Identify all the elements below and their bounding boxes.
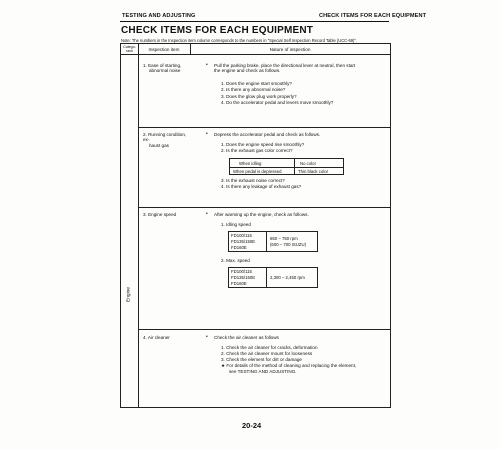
row-1-item-line1: 1. Ease of starting, <box>143 63 182 68</box>
list-item: 1. Does the engine start smoothly? <box>221 81 292 86</box>
row-4-lead <box>206 334 279 340</box>
row-1-steps <box>221 81 333 106</box>
row-3-item-line1: 3. Engine speed <box>143 212 177 217</box>
exhaust-table-cell: No color <box>300 160 317 166</box>
header-category-line1: Catego- <box>123 44 136 49</box>
max-value: 2,300 – 2,450 rpm <box>270 275 305 280</box>
row-4-item <box>143 335 191 340</box>
star-icon: ★ <box>221 363 227 368</box>
idle-models <box>231 233 255 250</box>
model-name: FD135/150E <box>231 238 256 244</box>
max-speed-label: 2. Max. speed <box>221 258 250 263</box>
row-4-item-line1: 4. Air cleaner <box>143 335 170 340</box>
list-item: 4. Is there any leakage of exhaust gas? <box>221 184 302 190</box>
row-1-lead-line2: the engine and check as follows. <box>214 68 281 74</box>
category-engine-text: Engine <box>126 287 132 302</box>
row-2-lead-line1: Depress the accelerator pedal and check as follows. <box>214 132 321 137</box>
row-1-item-line2: abnormal noise <box>149 68 181 74</box>
row-3-item <box>143 212 191 217</box>
row-2-item <box>143 132 191 148</box>
row-3-lead <box>206 211 309 217</box>
exhaust-color-table <box>229 158 344 175</box>
row-divider <box>138 207 390 208</box>
exhaust-table-column-divider <box>294 159 295 174</box>
header-rule <box>120 21 389 22</box>
inspection-table <box>120 43 391 408</box>
list-item: 2. Is there any abnormal noise? <box>221 87 286 93</box>
idle-value: 650 – 750 rpm <box>270 236 298 241</box>
row-3-lead-line1: After warming up the engine, check as follows. <box>214 212 309 217</box>
model-name: FD160E <box>231 280 247 286</box>
list-item: 2. Check the air cleaner mount for looseness <box>221 351 313 356</box>
category-label <box>124 276 134 316</box>
row-divider <box>138 127 390 128</box>
row-4-steps <box>221 345 356 375</box>
bullet-icon: • <box>206 334 208 340</box>
bullet-icon: • <box>206 211 208 217</box>
list-item: 3. Is the exhaust noise correct? <box>221 178 285 183</box>
row-1-lead-line1: Pull the parking brake, place the directional lever at neutral, then start <box>214 63 356 68</box>
column-divider <box>138 44 139 407</box>
list-item: 2. Is the exhaust gas color correct? <box>221 148 293 154</box>
row-2-item-line2: haust gas <box>149 142 169 148</box>
model-name: FD100/115 <box>231 233 252 238</box>
header-category-line2: rank <box>126 48 133 53</box>
idle-table-column-divider <box>266 232 267 251</box>
list-item: 3. Does the glow plug work properly? <box>221 93 297 99</box>
exhaust-table-cell: When idling <box>239 160 262 166</box>
idle-speed-label: 1. Idling speed <box>221 222 251 227</box>
row-4-lead-line1: Check the air cleaner as follows <box>214 335 279 340</box>
list-item: 1. Check the air cleaner for cracks, deformation <box>221 345 318 350</box>
column-divider <box>190 44 191 54</box>
max-models <box>231 269 255 286</box>
max-speed-table <box>228 267 318 288</box>
idle-speed-table <box>228 231 318 252</box>
header-chapter-title: CHECK ITEMS FOR EACH EQUIPMENT <box>319 13 427 19</box>
row-2-steps-after <box>221 178 301 191</box>
exhaust-table-cell: Thin black color <box>298 168 329 174</box>
row-1-item <box>143 63 191 74</box>
exhaust-table-cell: When pedal is depressed <box>233 168 282 174</box>
row-2-steps <box>221 142 304 155</box>
idle-values <box>270 236 306 248</box>
row-2-lead <box>206 131 321 137</box>
model-name: FD135/150E <box>231 274 256 280</box>
row-divider <box>138 329 390 330</box>
star-note-line2: see TESTING AND ADJUSTING. <box>229 369 297 374</box>
header-section-title: TESTING AND ADJUSTING <box>122 13 196 19</box>
page-note: Note: The numbers in the Inspection item column corresponds to the numbers in "Special Self Inspection Record Table (UCC-69)". <box>121 38 357 43</box>
idle-value: (600 – 700 ISUZU) <box>270 242 307 247</box>
table-header-row <box>121 44 390 55</box>
page-title: CHECK ITEMS FOR EACH EQUIPMENT <box>121 25 314 36</box>
list-item: 1. Does the engine speed rise smoothly? <box>221 142 305 147</box>
list-item: 3. Check the element for dirt or damage <box>221 357 302 362</box>
bullet-icon: • <box>206 62 208 68</box>
max-table-column-divider <box>266 268 267 287</box>
row-2-item-line1: 2. Running condition, ex- <box>143 132 187 143</box>
list-item: 4. Do the accelerator pedal and levers move smoothly? <box>221 99 334 105</box>
page-number: 20-24 <box>242 421 262 430</box>
row-1-lead <box>206 62 356 74</box>
header-inspection-item: Inspection item <box>148 46 180 52</box>
model-name: FD100/115 <box>231 269 252 274</box>
header-category <box>121 45 138 53</box>
model-name: FD160E <box>231 244 247 250</box>
bullet-icon: • <box>206 131 208 137</box>
header-nature-of-inspection: Nature of inspection <box>269 46 311 52</box>
star-note-line1: For details of the method of cleaning and replacing the element, <box>226 363 357 368</box>
